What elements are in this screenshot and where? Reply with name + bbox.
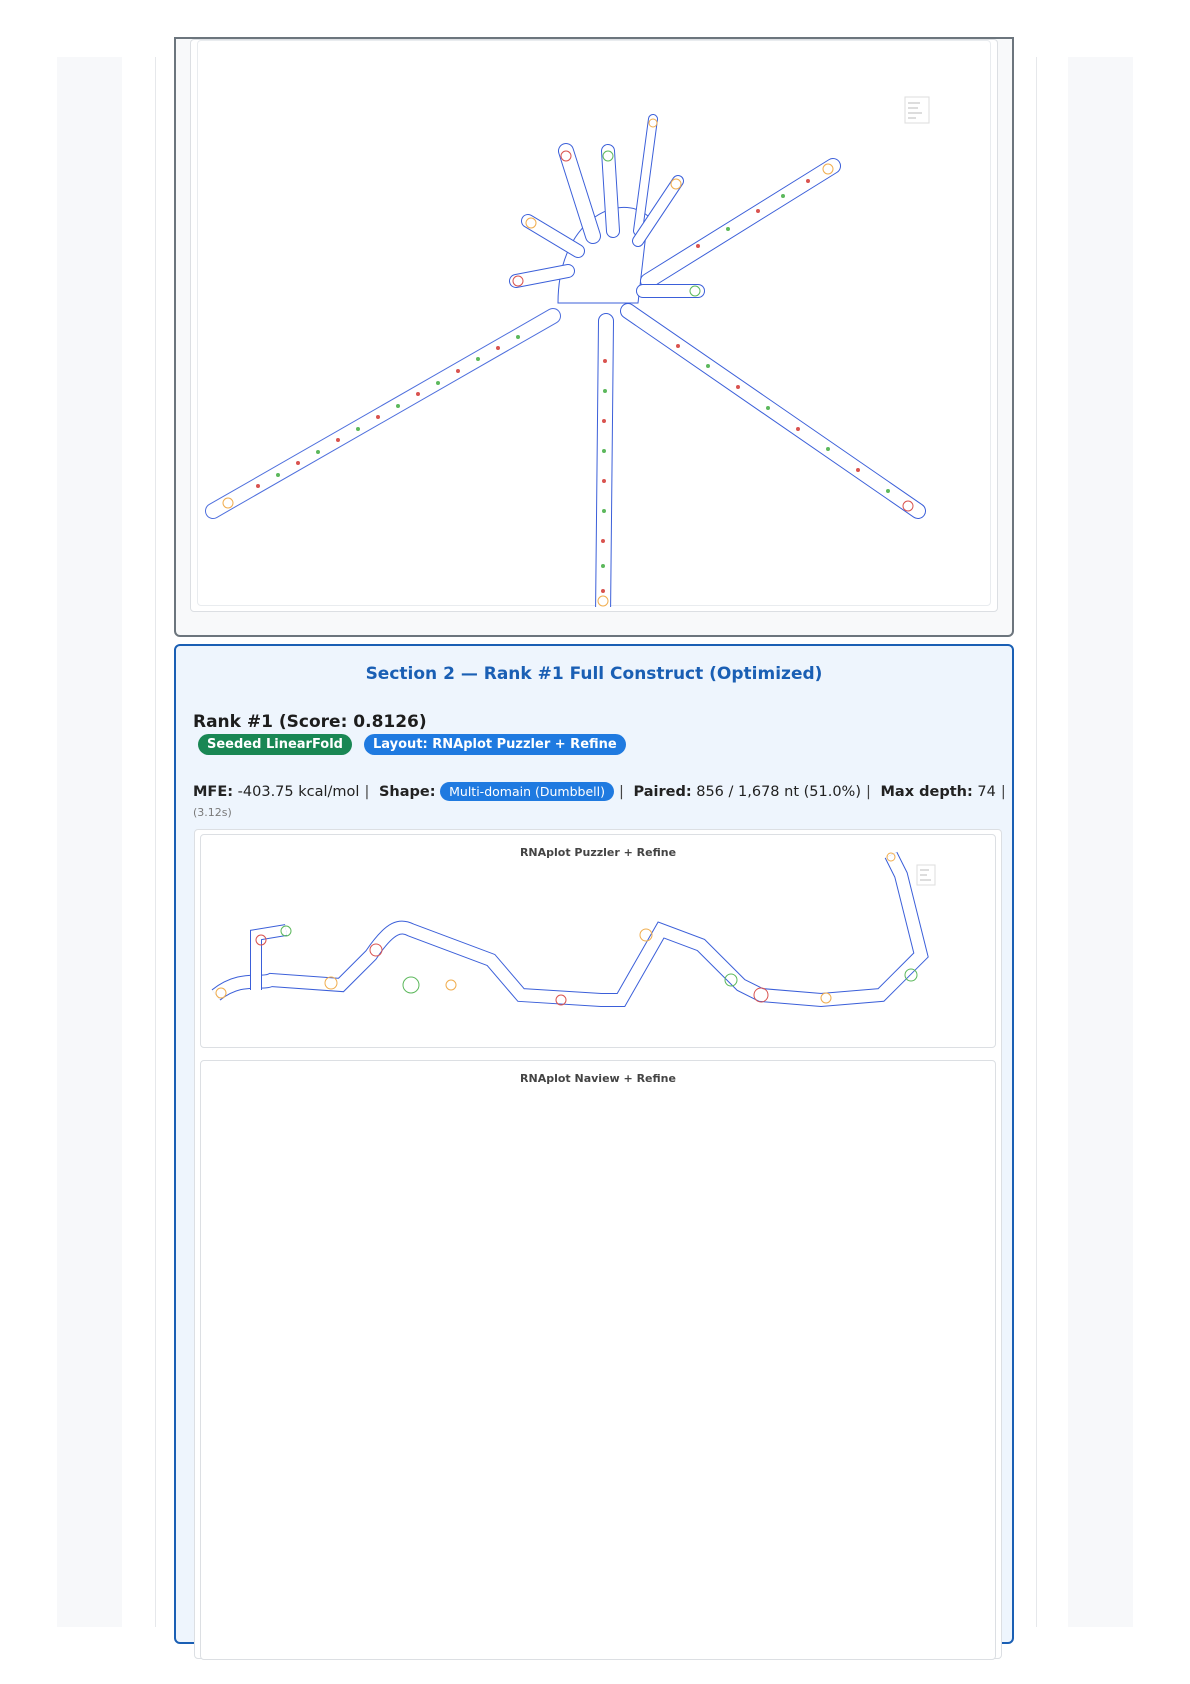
- section-2-title: Section 2 — Rank #1 Full Construct (Optimized): [365, 664, 823, 684]
- section-1-panel: [174, 37, 1014, 637]
- plot-legend: [905, 97, 929, 123]
- report-column: [155, 57, 1037, 1627]
- report-body: [122, 57, 1068, 1627]
- compute-time: (3.12s): [193, 806, 232, 819]
- naview-plot-card[interactable]: [200, 1060, 996, 1660]
- puzzler-plot-card[interactable]: [200, 834, 996, 1048]
- shape-label: Shape:: [378, 784, 436, 800]
- shape-badge: Multi-domain (Dumbbell): [440, 782, 614, 801]
- puzzler-plot-legend: [917, 865, 935, 885]
- page-sheet: [57, 57, 1133, 1627]
- mfe-value: -403.75 kcal/mol: [237, 784, 360, 800]
- puzzler-plot-caption: RNAplot Puzzler + Refine: [519, 846, 677, 859]
- max-depth-value: 74: [977, 784, 996, 800]
- structure-plot-frame[interactable]: [197, 40, 991, 606]
- max-depth-label: Max depth:: [880, 784, 973, 800]
- plots-container: [194, 829, 1002, 1659]
- section-2-panel: [174, 644, 1014, 1644]
- layout-badge: Layout: RNAplot Puzzler + Refine: [364, 734, 626, 755]
- rna-structure-puzzler-plot: [201, 835, 995, 1047]
- mfe-label: MFE:: [193, 784, 234, 800]
- metrics-line: MFE: -403.75 kcal/mol | Shape: Multi-domain (Dumbbell) | Paired: 856 / 1,678 nt (51.0%) | Max depth: 74 |: [193, 784, 1006, 800]
- structure-plot-card: [190, 39, 998, 612]
- badge-row: [198, 734, 626, 755]
- rank-title: Rank #1 (Score: 0.8126): [193, 712, 427, 732]
- rna-structure-radial-plot: [198, 41, 992, 607]
- paired-label: Paired:: [633, 784, 692, 800]
- paired-value: 856 / 1,678 nt (51.0%): [696, 784, 861, 800]
- naview-plot-caption: RNAplot Naview + Refine: [520, 1072, 676, 1085]
- seeded-linearfold-badge: Seeded LinearFold: [198, 734, 352, 755]
